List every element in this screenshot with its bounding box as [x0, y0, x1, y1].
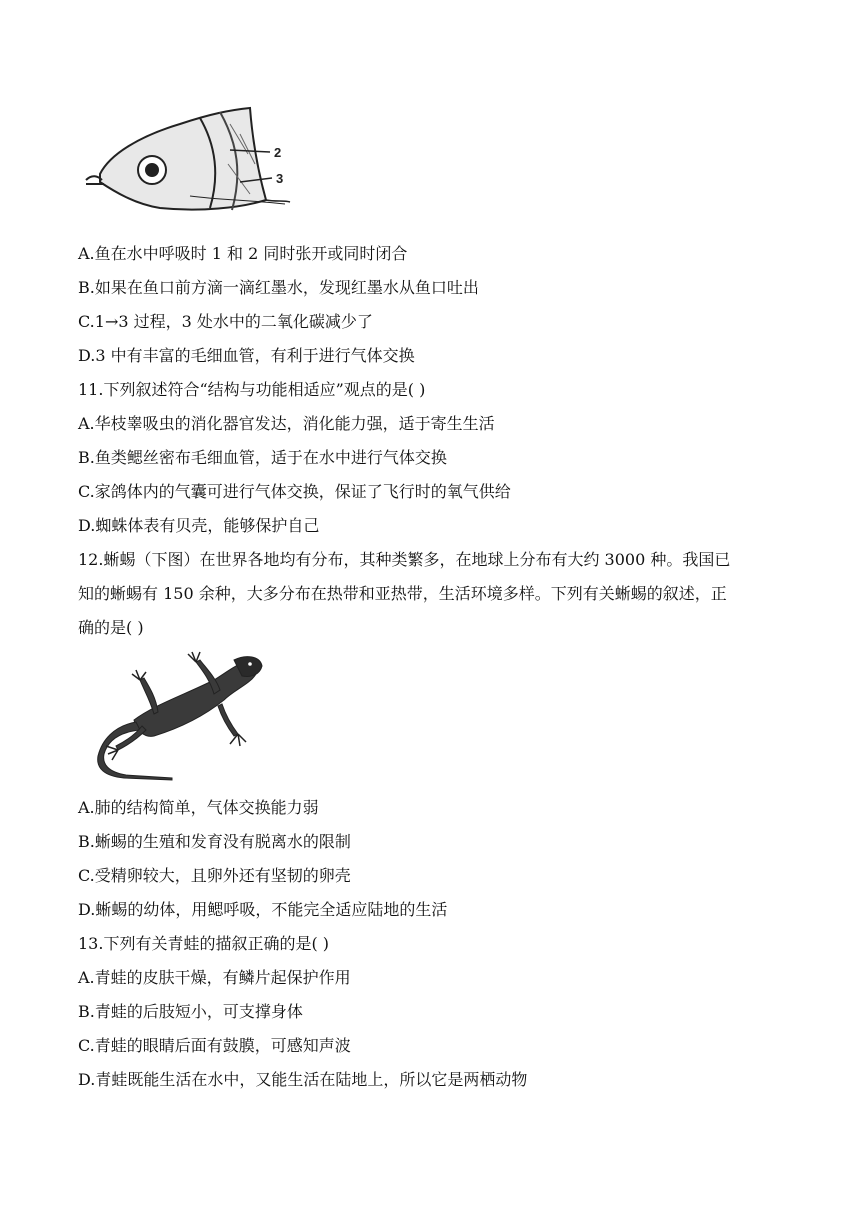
q12-option-c: C.受精卵较大，且卵外还有坚韧的卵壳: [78, 866, 351, 885]
q11-option-b: B.鱼类鳃丝密布毛细血管，适于在水中进行气体交换: [78, 448, 447, 467]
q10-option-a: A.鱼在水中呼吸时 1 和 2 同时张开或同时闭合: [78, 244, 408, 263]
q11-stem: 11.下列叙述符合“结构与功能相适应”观点的是( ): [78, 380, 426, 399]
lizard-figure: [84, 650, 264, 782]
q12-stem-line-1: 12.蜥蜴（下图）在世界各地均有分布，其种类繁多，在地球上分布有大约 3000 种。我国已: [78, 550, 731, 569]
q12-option-a: A.肺的结构简单，气体交换能力弱: [78, 798, 319, 817]
q12-option-b: B.蜥蜴的生殖和发育没有脱离水的限制: [78, 832, 351, 851]
q13-option-b: B.青蛙的后肢短小，可支撑身体: [78, 1002, 303, 1021]
q10-option-d: D.3 中有丰富的毛细血管，有利于进行气体交换: [78, 346, 415, 365]
fish-label-3: 3: [276, 171, 284, 186]
q12-option-d: D.蜥蜴的幼体，用鳃呼吸，不能完全适应陆地的生活: [78, 900, 448, 919]
q13-option-c: C.青蛙的眼睛后面有鼓膜，可感知声波: [78, 1036, 351, 1055]
q13-option-a: A.青蛙的皮肤干燥，有鳞片起保护作用: [78, 968, 351, 987]
q10-option-b: B.如果在鱼口前方滴一滴红墨水，发现红墨水从鱼口吐出: [78, 278, 479, 297]
fish-head-figure: [80, 104, 300, 218]
q11-option-a: A.华枝睾吸虫的消化器官发达，消化能力强，适于寄生生活: [78, 414, 495, 433]
q12-stem-line-2: 知的蜥蜴有 150 余种，大多分布在热带和亚热带，生活环境多样。下列有关蜥蜴的叙述，正: [78, 584, 727, 603]
q11-option-c: C.家鸽体内的气囊可进行气体交换，保证了飞行时的氧气供给: [78, 482, 511, 501]
q11-option-d: D.蜘蛛体表有贝壳，能够保护自己: [78, 516, 320, 535]
q13-stem: 13.下列有关青蛙的描叙正确的是( ): [78, 934, 330, 953]
q12-stem-line-3: 确的是( ): [78, 618, 144, 637]
fish-label-2: 2: [274, 145, 282, 160]
q10-option-c: C.1→3 过程，3 处水中的二氧化碳减少了: [78, 312, 373, 331]
q13-option-d: D.青蛙既能生活在水中，又能生活在陆地上，所以它是两栖动物: [78, 1070, 528, 1089]
